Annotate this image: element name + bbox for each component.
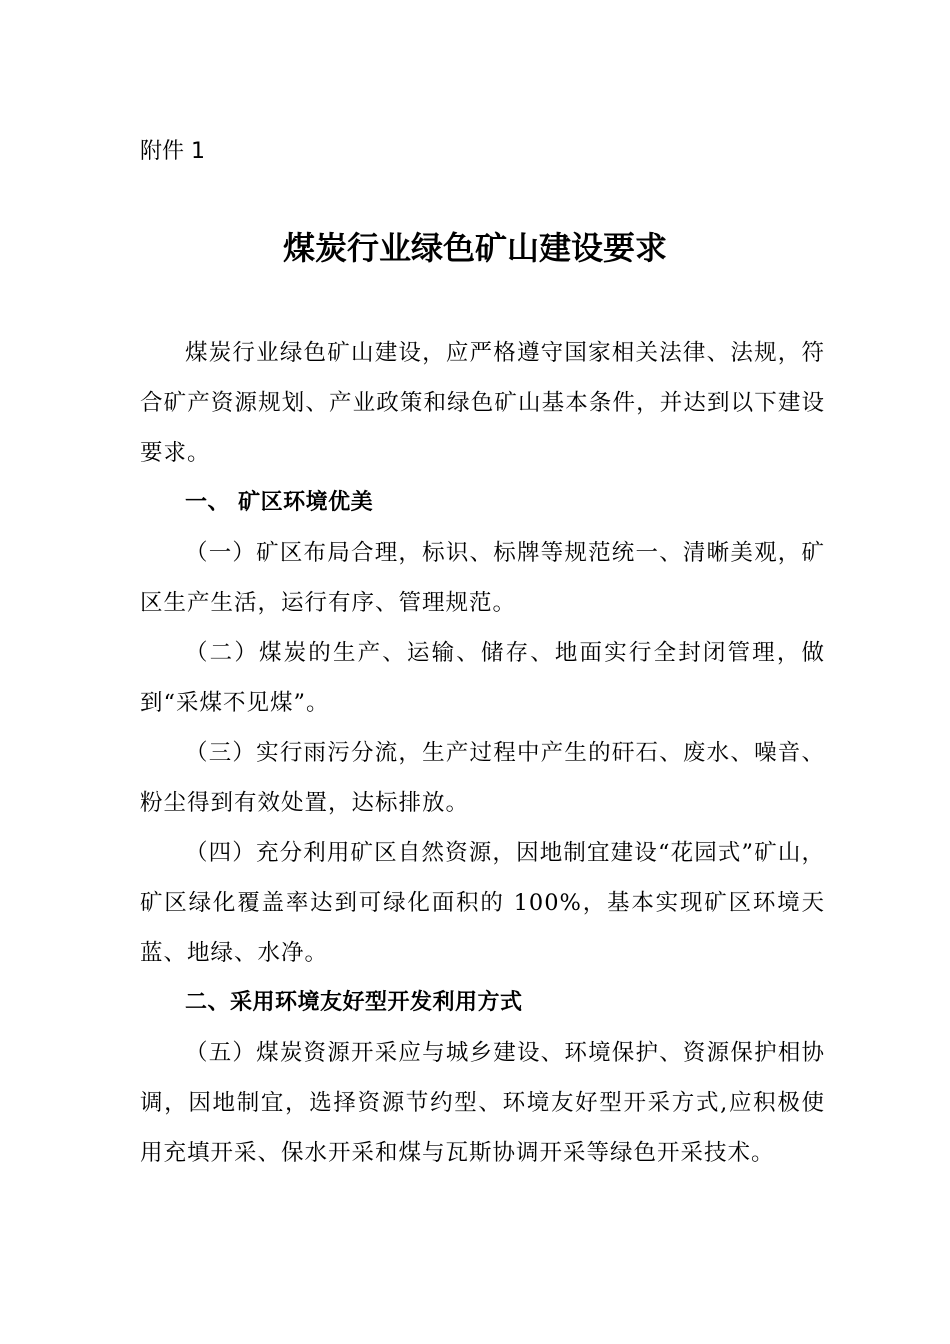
clause-2: （二）煤炭的生产、运输、储存、地面实行全封闭管理，做到“采煤不见煤”。: [140, 640, 825, 716]
clause-5: （五）煤炭资源开采应与城乡建设、环境保护、资源保护相协调，因地制宜，选择资源节约型、环境友好型开采方式,应积极使用充填开采、保水开采和煤与瓦斯协调开采等绿色开采技术。: [140, 1040, 825, 1166]
clause-4: （四）充分利用矿区自然资源，因地制宜建设“花园式”矿山，矿区绿化覆盖率达到可绿化面积的 100%，基本实现矿区环境天蓝、地绿、水净。: [140, 840, 825, 966]
intro-paragraph: 煤炭行业绿色矿山建设，应严格遵守国家相关法律、法规，符合矿产资源规划、产业政策和绿色矿山基本条件，并达到以下建设要求。: [140, 340, 825, 466]
document-title: 煤炭行业绿色矿山建设要求: [282, 229, 667, 267]
document-body: [140, 328, 825, 1178]
section-heading-1: 一、 矿区环境优美: [185, 490, 374, 515]
section-heading-2: 二、采用环境友好型开发利用方式: [185, 990, 523, 1015]
attachment-label: 附件 1: [140, 139, 205, 164]
clause-1: （一）矿区布局合理，标识、标牌等规范统一、清晰美观，矿区生产生活，运行有序、管理规范。: [140, 540, 825, 616]
clause-3: （三）实行雨污分流，生产过程中产生的矸石、废水、噪音、粉尘得到有效处置，达标排放。: [140, 740, 825, 816]
